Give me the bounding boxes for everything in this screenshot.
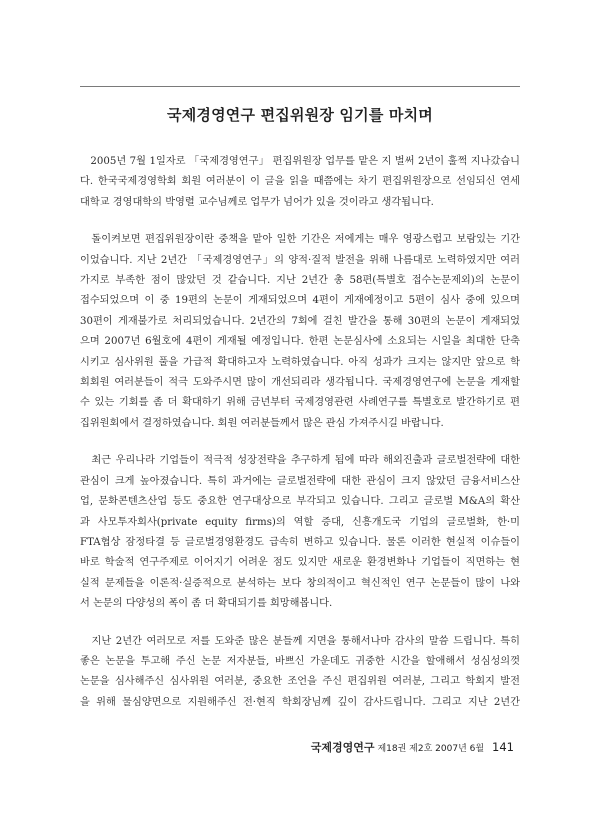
paragraph-line: 수 있는 기회를 좀 더 확대하기 위해 금년부터 국제경영관련 사례연구를 특별호로 발간하기로 편 [80,397,520,409]
footer-issue-info: 제18권 제2호 2007년 6월 [377,744,485,754]
paragraph-line: 돌이켜보면 편집위원장이란 중책을 맡아 일한 기간은 저에게는 매우 영광스럽고 보람있는 기간 [80,234,520,246]
paragraph-line: 이었습니다. 지난 2년간 「국제경영연구」의 양적·질적 발전을 위해 나름대로 노력하였지만 여러 [80,254,520,266]
page-title: 국제경영연구 편집위원장 임기를 마치며 [167,106,433,124]
paragraph-line: 2005년 7월 1일자로 「국제경영연구」 편집위원장 업무를 맡은 지 벌써 2년이 훌쩍 지나갔습니 [80,156,520,167]
paragraph-line: 접수되었으며 이 중 19편의 논문이 게재되었으며 4편이 게재예정이고 5편이 심사 중에 있으며 [80,295,520,307]
paragraph-4 [80,632,520,714]
paragraph-line: 회회원 여러분들이 적극 도와주시면 많이 개선되리라 생각됩니다. 국제경영연구에 논문을 게재할 [80,377,520,389]
page-footer [311,736,514,755]
paragraph-line: 과 사모투자회사(private equity firms)의 역할 증대, 신흥개도국 기업의 글로벌화, 한·미 [80,516,520,528]
paragraph-3 [80,451,520,614]
paragraph-line: 대학교 경영대학의 박영렬 교수님께로 업무가 넘어가 있을 것이라고 생각됩니다. [80,196,434,208]
header-rule [80,86,520,87]
paragraph-2 [80,230,520,434]
paragraph-line: 좋은 논문을 투고해 주신 논문 저자분들, 바쁘신 가운데도 귀중한 시간을 할애해서 성심성의껏 [80,655,520,667]
footer-page-number: 141 [492,740,514,754]
paragraph-line: 업, 문화콘텐츠산업 등도 중요한 연구대상으로 부각되고 있습니다. 그리고 글로벌 M&A의 확산 [80,496,520,508]
paragraph-line: 논문을 심사해주신 심사위원 여러분, 중요한 조언을 주신 편집위원 여러분, 그리고 학회지 발전 [80,676,520,688]
paragraph-line: 30편이 게재불가로 처리되었습니다. 2년간의 7회에 걸친 발간을 통해 30편의 논문이 게재되었 [80,315,520,327]
paragraph-line: 가지로 부족한 점이 많았던 것 같습니다. 지난 2년간 총 58편(특별호 접수논문제외)의 논문이 [80,275,520,287]
paragraph-line: 을 위해 물심양면으로 지원해주신 전·현직 학회장님께 깊이 감사드립니다. 그리고 지난 2년간 [80,696,520,708]
footer-journal-name: 국제경영연구 [310,741,375,754]
paragraph-line: 서 논문의 다양성의 폭이 좀 더 확대되기를 희망해봅니다. [80,598,333,610]
paragraph-line: 지난 2년간 여러모로 저를 도와준 많은 분들께 지면을 통해서나마 감사의 말씀 드립니다. 특히 [80,635,520,647]
paragraph-line: 실적 문제들을 이론적·실증적으로 분석하는 보다 창의적이고 혁신적인 연구 논문들이 많이 나와 [80,577,520,589]
paragraph-line: FTA협상 잠정타결 등 글로벌경영환경도 급속히 변하고 있습니다. 물론 이러한 현실적 이슈들이 [80,536,520,548]
paragraph-line: 바로 학술적 연구주제로 이어지기 어려운 점도 있지만 새로운 환경변화나 기업들이 직면하는 현 [80,557,520,569]
paragraph-line: 집위원회에서 결정하였습니다. 회원 여러분들께서 많은 관심 가져주시길 바랍니다. [80,417,444,429]
paragraph-line: 다. 한국국제경영학회 회원 여러분이 이 글을 읽을 때쯤에는 차기 편집위원장으로 선임되신 연세 [80,176,520,188]
paragraph-line: 시키고 심사위원 풀을 가급적 확대하고자 노력하였습니다. 아직 성과가 크지는 않지만 앞으로 학 [80,356,520,368]
body-text [80,152,520,730]
paragraph-line: 관심이 크게 높아졌습니다. 특히 과거에는 글로벌전략에 대한 관심이 크지 않았던 금융서비스산 [80,475,520,487]
paragraph-line: 으며 2007년 6월호에 4편이 게재될 예정입니다. 한편 논문심사에 소요되는 시일을 최대한 단축 [80,336,520,348]
paragraph-line: 최근 우리나라 기업들이 적극적 성장전략을 추구하게 됨에 따라 해외진출과 글로벌전략에 대한 [80,455,520,467]
paragraph-1 [80,152,520,213]
